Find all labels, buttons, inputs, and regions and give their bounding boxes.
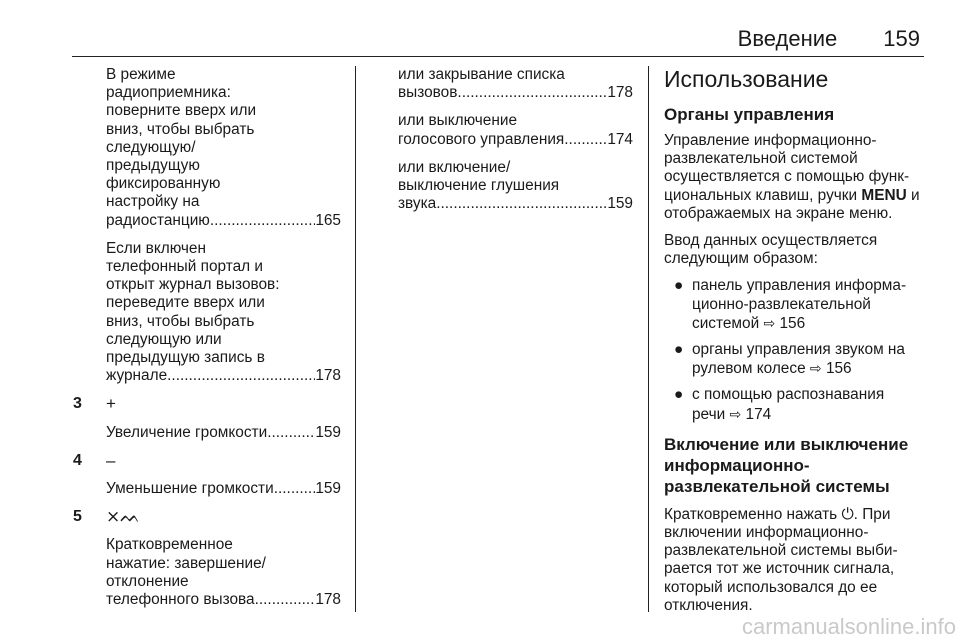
list-item — [664, 386, 926, 423]
power-icon: ⏻ — [841, 505, 854, 523]
subheading-controls: Органы управления — [664, 105, 835, 124]
radio-mode-entry — [73, 66, 341, 230]
phone-portal-entry — [73, 240, 341, 386]
text-line: с помощью распознавания — [692, 386, 885, 404]
page-number: 159 — [883, 26, 920, 51]
text-line: нажатие: завершение/ — [106, 554, 266, 572]
item-4 — [73, 452, 341, 498]
text-line: органы управления звуком на — [692, 341, 905, 359]
text-line: Управление информационно- — [664, 132, 877, 149]
call-list-entry — [398, 66, 633, 102]
page-reference: 159 — [315, 423, 341, 441]
voice-control-entry — [398, 112, 633, 148]
page-reference: 178 — [315, 367, 341, 385]
text-line: следующую или — [106, 330, 222, 348]
item-3 — [73, 395, 341, 441]
text-line: развлекательной системы выби- — [664, 542, 898, 560]
mute-hangup-icon: ⨯ᨓ — [106, 507, 141, 527]
column-divider-1 — [355, 66, 356, 612]
page-reference-line[interactable]: телефонного вызова ..... 178 — [106, 591, 341, 609]
controls-paragraph — [664, 132, 926, 223]
text-line: следующую/ — [106, 138, 196, 156]
text-line: Если включен — [106, 239, 206, 257]
page-header — [738, 26, 920, 52]
bullet-icon: ● — [674, 341, 684, 359]
page-reference-line[interactable]: Уменьшение громкости ..... 159 — [106, 480, 341, 498]
power-paragraph — [664, 506, 926, 615]
list-item — [664, 277, 926, 333]
text-line: радиоприемника: — [106, 84, 231, 102]
input-methods-list — [664, 277, 926, 423]
text-line: переведите вверх или — [106, 294, 265, 312]
text-line: рается тот же источник сигнала, — [664, 560, 895, 578]
text-line: который использовался до ее — [664, 578, 878, 596]
text-line: вниз, чтобы выбрать — [106, 120, 255, 138]
page-reference: 159 — [315, 480, 341, 498]
text-line: включении информационно- — [664, 524, 869, 542]
cross-reference[interactable]: рулевом колесе ⇨ 156 — [692, 360, 852, 378]
text-line: фиксированную — [106, 175, 221, 193]
page-reference: 178 — [607, 84, 633, 102]
item-number: 3 — [73, 395, 82, 413]
text-line: предыдущую — [106, 157, 200, 175]
page-reference-line[interactable]: журнале ..... 178 — [106, 367, 341, 385]
reference-arrow-icon: ⇨ — [729, 405, 742, 422]
bullet-icon: ● — [674, 277, 684, 295]
page-reference: 159 — [607, 195, 633, 213]
cross-reference[interactable]: системой ⇨ 156 — [692, 314, 806, 332]
column-3 — [664, 66, 926, 624]
text-line: настройку на — [106, 193, 200, 211]
text-line: панель управления информа- — [692, 277, 907, 295]
text-line: следующим образом: — [664, 250, 818, 268]
text-line: отображаемых на экране меню. — [664, 204, 893, 222]
text-line: Кратковременное — [106, 536, 233, 554]
text-line: осуществляется с помощью функ- — [664, 168, 910, 186]
text-line: Кратковременно нажать ⏻. При — [664, 505, 891, 523]
page-reference-line[interactable]: голосового управления ..... 174 — [398, 131, 633, 149]
text-line: предыдущую запись в — [106, 349, 265, 367]
text-line: или закрывание списка — [398, 66, 565, 83]
page-reference: 174 — [607, 130, 633, 148]
reference-arrow-icon: ⇨ — [809, 360, 822, 377]
bullet-icon: ● — [674, 386, 684, 404]
text-line: выключение глушения — [398, 177, 560, 195]
mute-entry — [398, 159, 633, 214]
text-line: Ввод данных осуществляется — [664, 232, 878, 250]
item-5 — [73, 508, 341, 609]
text-line: поверните вверх или — [106, 102, 257, 120]
section-heading: Использование — [664, 66, 829, 92]
page-reference-line[interactable]: звука ..... 159 — [398, 195, 633, 213]
column-2 — [398, 66, 633, 223]
text-line: вниз, чтобы выбрать — [106, 312, 255, 330]
reference-arrow-icon: ⇨ — [763, 314, 776, 331]
plus-icon: + — [106, 394, 116, 414]
text-line: или выключение — [398, 112, 518, 130]
subheading-power: Включение или выключение информационно- развлекательной системы — [664, 434, 909, 496]
page-reference-line[interactable]: радиостанцию ..... 165 — [106, 212, 341, 230]
text-line: телефонный портал и — [106, 258, 264, 276]
menu-knob-label: MENU — [861, 186, 907, 204]
item-number: 5 — [73, 508, 82, 526]
column-divider-2 — [648, 66, 649, 612]
input-paragraph — [664, 232, 926, 268]
minus-icon: – — [106, 450, 116, 470]
section-title: Введение — [737, 26, 838, 51]
watermark: carmanualsonline.info — [741, 614, 956, 639]
header-rule — [72, 56, 924, 57]
page-reference-line[interactable]: Увеличение громкости ..... 159 — [106, 424, 341, 442]
list-item — [664, 341, 926, 378]
column-1 — [73, 66, 341, 619]
text-line: развлекательной системой — [664, 150, 858, 168]
text-line: отклонение — [106, 572, 189, 590]
cross-reference[interactable]: речи ⇨ 174 — [692, 405, 772, 423]
page-reference: 178 — [315, 591, 341, 609]
page-reference-line[interactable]: вызовов ..... 178 — [398, 84, 633, 102]
text-line: отключения. — [664, 596, 753, 614]
text-line: циональных клавиш, ручки MENU и — [664, 186, 920, 204]
text-line: открыт журнал вызовов: — [106, 276, 280, 294]
text-line: или включение/ — [398, 158, 511, 176]
item-number: 4 — [73, 451, 82, 469]
text-line: ционно-развлекательной — [692, 295, 871, 313]
text-line: В режиме — [106, 66, 176, 83]
page-reference: 165 — [315, 211, 341, 229]
